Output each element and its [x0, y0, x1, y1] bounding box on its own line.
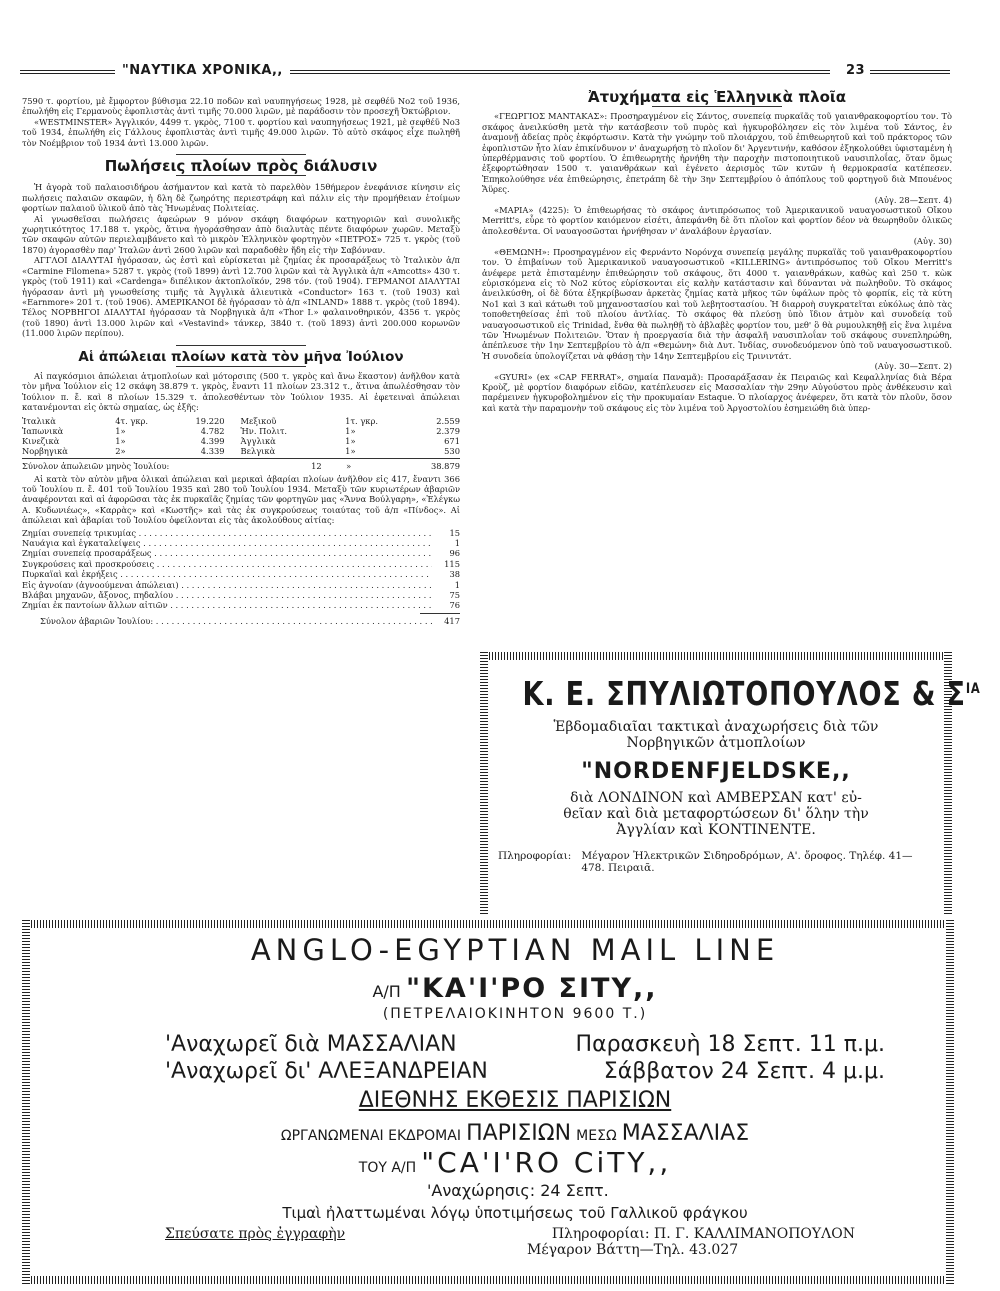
ad2-dep2-date: Σάββατον 24 Σεπτ. 4 μ.μ. [603, 1059, 885, 1084]
ad-company-sup: ΙΑ [965, 681, 981, 697]
losses-cell-tons: 4.339 [200, 445, 225, 456]
cause-value: 15 [449, 527, 460, 538]
ad-company-name-text: Κ. Ε. ΣΠΥΛΙΩΤΟΠΟΥΛΟΣ & Σ [522, 674, 966, 713]
ad2-ship-name: "ΚΑ'Ι'ΡΟ ΣΙΤΥ,, [405, 973, 658, 1004]
accident-paragraph: «ΘΕΜΩΝΗ»: Προσηραγμένον εἰς Φερνάντο Νορόνχα συνεπείᾳ μεγάλης πυρκαϊᾶς τοῦ γαιανθρακοφορτίου τον. Ὁ ἐπιβαίνων τοῦ Ἀμερικανικοῦ ναυαγοσωστικοῦ «KILLERING» ἀντιπρόσωπος τοῦ Οἴκου Merritt's ἀνέφερε μετὰ ἐπισταμένην ἐπιθεώρησιν τοῦ σκάφους, ὅτι 4000 τ. γαιανθράκων, καθὼς καὶ 250 τ. κὼκ εὑρισκόμενα εἰς τὸ Νο2 κύτος εὑρίσκονται εἰς καλὴν κατάστασιν καὶ δύνανται νὰ πωληθοῦν. Τὸ σκάφος ἀνειλκύσθη, οἱ δὲ δύτα ἐξηκρίβωσαν ἀρκετὰς ζημίας κατὰ μῆκος τῶν ὑφάλων πρὸς τὸ φορπίκ, εἰς τὰ κύτη Νο1 καὶ 3 καὶ κάτωθι τοῦ μηχανοστασίου καὶ τοῦ λεβητοστασίου. Ἡ διαρροὴ συγκρατεῖται εὐκόλως ἀπὸ τὰς τοποθετηθείσας ἐπὶ τοῦ πλοίου ἀντλίας. Τὸ σκάφος θὰ πλεύσῃ ὑπὸ ἴδιον ἀτμὸν καὶ συνοδείᾳ τοῦ ναυαγοσωστικοῦ εἰς Trinidad, ἔνθα θὰ πωληθῇ τὸ ἀβλαβὲς φορτίον του, μεθ' ὃ θὰ ρυμουλκηθῇ εἰς ἕνα λιμένα τῶν Ἡνωμένων Πολιτειῶν. Ὅταν ἡ προεργασία διὰ τὴν ἀσφαλῆ ναυσιπλοΐαν τοῦ σκάφους συνεπληρώθη, ἀπέπλευσε τὴν 1ην Σεπτεμβρίου τὸ ἀ/π «Θεμώνη» διὰ Δυτ. Ἰνδίας, συνοδευόμενον ὑπὸ τοῦ ναυαγοσωστικοῦ. Ἡ συνοδεία ὑπολογίζεται νὰ φθάσῃ τὴν 14ην Σεπτεμβρίου εἰς Τρινιντάτ. [482, 246, 952, 361]
ad2-ship2 [125, 1146, 905, 1179]
losses-cell-unit: » [120, 425, 126, 436]
section-title-ship-sales: Πωλήσεις πλοίων πρὸς διάλυσιν [104, 157, 378, 176]
left-column [22, 96, 460, 626]
losses-cell-flag: Κινεζικὰ [22, 435, 60, 446]
cause-row [22, 580, 460, 590]
ad2-address: Μέγαρον Βάττη—Τηλ. 43.027 [527, 1242, 739, 1258]
ad2-ship-name2: "CA'I'RO CiTY,, [421, 1146, 672, 1179]
cause-row [22, 548, 460, 558]
accident-date: (Αὐγ. 30) [913, 236, 952, 247]
losses-total-row [22, 461, 460, 471]
cause-value: 76 [449, 600, 460, 611]
losses-cell-flag2: Ἡν. Πολιτ. [240, 425, 288, 436]
ad2-line-name: ANGLO-EGYPTIAN MAIL LINE [250, 933, 780, 967]
causes-total-row [22, 616, 460, 626]
losses-table-row [22, 426, 460, 436]
losses-cell-ships: 1 [115, 425, 121, 436]
causes-rule [420, 613, 460, 614]
right-column [482, 88, 952, 413]
ad-line-weekly: Ἑβδομαδιαῖαι τακτικαὶ ἀναχωρήσεις διὰ τῶν [553, 719, 879, 735]
cause-row [22, 600, 460, 610]
losses-cell-unit: τ. γκρ. [120, 415, 149, 426]
losses-cell-ships: 4 [115, 415, 121, 426]
causes-total-value: 417 [444, 615, 460, 626]
ad-info-text: Μέγαρον Ἠλεκτρικῶν Σιδηροδρόμων, Α'. ὄροφος. Τηλέφ. 41—478. Πειραιᾶ. [581, 850, 913, 874]
losses-cell-ships: 2 [115, 445, 121, 456]
causes-list [22, 528, 460, 611]
losses-cell-ships2: 1 [345, 435, 351, 446]
losses-cell-tons2: 2.379 [436, 425, 460, 436]
table-rule [22, 458, 460, 459]
cause-value: 96 [449, 548, 460, 559]
losses-cell-tons: 19.220 [195, 415, 225, 426]
cause-label: Βλάβαι μηχανῶν, ἄξονος, πηδαλίου . . . [22, 590, 432, 600]
ad2-expo: ΔΙΕΘΝΗΣ ΕΚΘΕΣΙΣ ΠΑΡΙΣΙΩΝ [358, 1088, 672, 1113]
losses-cell-flag2: Μεξικοῦ [240, 415, 277, 426]
cause-value: 115 [444, 558, 460, 569]
losses-by-flag-table [22, 416, 460, 456]
losses-cell-unit2: τ. γκρ. [350, 415, 378, 426]
losses-cell-ships2: 1 [345, 445, 351, 456]
ad2-dep2-route: 'Αναχωρεῖ δι' ΑΛΕΞΑΝΔΡΕΙΑΝ [165, 1059, 488, 1084]
intro-paragraph-1: 7590 τ. φορτίου, μὲ ἔμφορτον βύθισμα 22.10 ποδῶν καὶ ναυπηγήσεως 1928, μὲ σεφθέϋ Νο2 τοῦ 1936, ἐπωλήθη εἰς Γερμανοὺς ἐφοπλιστὰς ἀντὶ τιμῆς 70.000 λιρῶν, μὲ παράδοσιν τὸν προσεχῆ Ὀκτώβριον. [22, 96, 460, 117]
ad2-border-left [22, 920, 30, 1284]
losses-cell-ships2: 1 [345, 425, 351, 436]
ad-line-london: διὰ ΛΟΝΔΙΝΟΝ καὶ ΑΜΒΕΡΣΑΝ κατ' εὐ- [570, 790, 862, 806]
sales-paragraph-3: ΑΓΓΛΟΙ ΔΙΑΛΥΤΑΙ ἠγόρασαν, ὡς ἐστὶ καὶ εὑρίσκεται μὲ ζημίας ἐκ προσαράξεως τὸ Ἰταλικὸν ἀ/π «Carmine Filomena» 5287 τ. γκρὸς (τοῦ 1899) ἀντὶ 12.700 λιρῶν καὶ τὰ Ἀγγλικὰ ἀ/π «Amcotts» 430 τ. γκρὸς (τοῦ 1911) καὶ «Cardenga» διπέλικον ἀκτοπλοϊκόν, 298 τόν. (τοῦ 1904). ΓΕΡΜΑΝΟΙ ΔΙΑΛΥΤΑΙ ἠγόρασαν ἀντὶ μὴ γνωσθείσης τιμῆς τὰ Ἀγγλικὰ ἁλιευτικὰ «Conductor» 163 τ. (τοῦ 1903) καὶ «Earnmore» 201 τ. (τοῦ 1906). ΑΜΕΡΙΚΑΝΟΙ δὲ ἠγόρασαν τὸ ἀ/π «INLAND» 1888 τ. γκρὸς (τοῦ 1894). Τέλος ΝΟΡΒΗΓΟΙ ΔΙΑΛΥΤΑΙ ἠγόρασαν τὰ Νορβηγικὰ ἀ/π «Thor I.» φαλαινοθηρικόν, 4356 τ. γκρὸς (τοῦ 1890) ἀντὶ 13.000 λιρῶν καὶ «Vestavind» τάνκερ, 3840 τ. (τοῦ 1893) ἀντὶ 200.000 κορωνῶν (11.000 λιρῶν περίπου). [22, 255, 460, 339]
losses-table-row [22, 436, 460, 446]
ad2-excursions-c: ΜΕΣΩ [576, 1128, 617, 1144]
losses-cell-unit2: » [350, 425, 356, 436]
losses-cell-unit: » [120, 435, 126, 446]
ad2-departure-label: 'Αναχώρησις: 24 Σεπτ. [427, 1181, 609, 1200]
ad2-excursions-a: ΩΡΓΑΝΩΜΕΝΑΙ ΕΚΔΡΟΜΑΙ [280, 1128, 461, 1144]
section-title-july-losses: Αἱ ἀπώλειαι πλοίων κατὰ τὸν μῆνα Ἰούλιον [78, 348, 404, 365]
losses-paragraph: Αἱ κατὰ τὸν αὐτὸν μῆνα ὁλικαὶ ἀπώλειαι καὶ μερικαὶ ἀβαρίαι πλοίων ἀνῆλθον εἰς 417, ἔναντι 366 τοῦ Ἰουλίου π. ἔ. 401 τοῦ Ἰουλίου 1935 καὶ 280 τοῦ Ἰουλίου 1934. Μεταξὺ τῶν κυριωτέρων ἀβαριῶν ἀναφέρονται καὶ αἱ ἀφορῶσαι τὰς ἐκ πυρκαϊᾶς ζημίας τῶν φορτηγῶν μας «Ἄννα Βούλγαρη», «Ἐλέγκω Α. Κυδωνιέως», «Καρρὰς» καὶ «Κωστῆς» καὶ τὰς ἐκ συγκρούσεως τοιαύτας τοῦ ἀ/π «Πίνδος». Αἱ ἀπώλειαι καὶ ἀβαρίαι τοῦ Ἰουλίου ὀφείλονται εἰς τὰς ἀκολούθους αἰτίας: [22, 473, 460, 526]
ad2-dep1-date: Παρασκευὴ 18 Σεπτ. 11 π.μ. [575, 1032, 885, 1057]
page-number: 23 [846, 63, 866, 78]
ad-line-england: Ἀγγλίαν καὶ ΚΟΝΤΙΝΕΝΤΕ. [616, 822, 816, 838]
ad2-hurry: Σπεύσατε πρὸς ἐγγραφὴν [165, 1226, 346, 1242]
accident-date: (Αὐγ. 30—Σεπτ. 2) [874, 361, 952, 372]
causes-total-label: Σύνολον ἀβαριῶν Ἰουλίου: . . . [40, 616, 432, 626]
cause-value: 1 [454, 538, 460, 548]
ad-anglo-egyptian [125, 921, 905, 1281]
cause-row [22, 559, 460, 569]
ad2-ship [125, 973, 905, 1004]
losses-cell-flag2: Βελγικὰ [240, 445, 276, 456]
accident-paragraph: «ΓΕΩΡΓΙΟΣ ΜΑΝΤΑΚΑΣ»: Προσηραγμένον εἰς Σάντος, συνεπείᾳ πυρκαϊᾶς τοῦ γαιανθρακοφορτίου τον. Τὸ σκάφος ἀνειλκύσθη μετὰ τὴν κατάσβεσιν τοῦ πυρὸς καὶ ἠγκυροβόλησεν εἰς τὸν λιμένα τοῦ Σάντος, ἐν ἀναμονῇ ἀδείας πρὸς ἐκφόρτωσιν. Κατὰ τὴν γνώμην τοῦ πλοιάρχου, τοῦ ἐπιθεωρητοῦ καὶ τοῦ πράκτορος τῶν ἐφοπλιστῶν ἦτο λίαν ἐπικίνδυνον ν' ἀναχωρήσῃ τὸ πλοῖον δι' Ἀργεντινήν, καθόσον ἐξηκολούθει ὑφισταμένη ἡ ὑπερθέρμανσις τοῦ φορτίου. Ὁ ἐπιθεωρητὴς ἠρνήθη τὴν παροχὴν πιστοποιητικοῦ ναυσιπλοΐας, ὅταν ὅμως ἐξεφορτώθησαν 1500 τ. γαιανθράκων καὶ ἐγένετο ἀερισμὸς τῶν κυτῶν ἡ θερμοκρασία κατέπεσεν. Ἐπηκολούθησε νέα ἐπιθεώρησις, ἐπετράπη δὲ τὴν 3ην Σεπτεμβρίου ὁ ἀπόπλους τοῦ φορτηγοῦ διὰ Μπουένος Ἄϋρες. [482, 111, 952, 195]
ad2-excursions-b: ΠΑΡΙΣΙΩΝ [466, 1121, 572, 1146]
ad-spyliotopoulos [480, 656, 981, 911]
losses-cell-flag: Ἰταλικὰ [22, 415, 56, 426]
ad2-border-right [946, 920, 954, 1284]
accident-paragraph: «ΜΑΡΙΑ» (4225): Ὁ ἐπιθεωρήσας τὸ σκάφος ἀντιπρόσωπος τοῦ Ἀμερικανικοῦ ναυαγοσωστικοῦ Οἴκου Merritt's, εὗρε τὸ φορτίον καιόμενον εἰσέτι, ἀπεφάνθη δὲ ὅτι πλοῖον καὶ φορτίον δέον νὰ θεωρηθοῦν ὁλικῶς ἀπολεσθέντα. Οἱ ναυαγοσῶσται ἠρνήθησαν ν' ἀναλάβουν ἐργασίαν. [482, 205, 952, 236]
ad2-ship-note: (ΠΕΤΡΕΛΑΙΟΚΙΝΗΤΟΝ 9600 Τ.) [382, 1006, 648, 1022]
losses-cell-unit2: » [350, 445, 356, 456]
section-divider [176, 154, 306, 155]
losses-cell-ships2: 1 [345, 415, 351, 426]
ad-brand-nordenfjeldske: "NORDENFJELDSKE,, [581, 759, 851, 784]
losses-total-label: Σύνολον ἀπωλειῶν μηνὸς Ἰουλίου: [22, 460, 170, 471]
header-rule-end [870, 70, 950, 74]
ad-line-transship: θεῖαν καὶ διὰ μεταφορτώσεων δι' ὅλην τὴν [563, 806, 869, 822]
losses-cell-tons2: 671 [444, 435, 460, 446]
header-rule-right [290, 70, 830, 74]
losses-table-row [22, 446, 460, 456]
ad2-departure-marseille [165, 1032, 885, 1057]
losses-cell-flag: Ἰαπωνικὰ [22, 425, 64, 436]
losses-cell-tons: 4.399 [200, 435, 225, 446]
losses-cell-unit: » [120, 445, 126, 456]
losses-cell-flag2: Ἀγγλικὰ [240, 435, 276, 446]
cause-row [22, 528, 460, 538]
losses-total-ships: 12 [311, 460, 322, 471]
section-divider [176, 175, 306, 176]
section-divider [176, 366, 306, 367]
cause-value: 38 [449, 569, 460, 580]
cause-label: Ζημίαι ἐκ παντοίων ἄλλων αἰτιῶν . . . [22, 600, 432, 610]
header-rule-left [20, 70, 115, 74]
losses-cell-unit2: » [350, 435, 356, 446]
intro-paragraph-2: «WESTMINSTER» Ἀγγλικόν, 4499 τ. γκρὸς, 7100 τ. φορτίου καὶ ναυπηγήσεως 1921, μὲ σεφθέϋ Νο3 τοῦ 1934, ἐπωλήθη εἰς Γάλλους ἐφοπλιστὰς ἀντὶ τιμῆς 49.000 λιρῶν. Τὸ αὐτὸ σκάφος εἶχε πωληθῆ τὸν Νοέμβριον τοῦ 1934 ἀντὶ 13.000 λιρῶν. [22, 116, 460, 148]
journal-title: "ΝΑΥΤΙΚΑ ΧΡΟΝΙΚΑ,, [122, 63, 283, 78]
losses-cell-ships: 1 [115, 435, 121, 446]
cause-label: Συγκρούσεις καὶ προσκρούσεις . . . [22, 559, 432, 569]
ad2-departure-alexandria [165, 1059, 885, 1084]
losses-total-tons: 38.879 [430, 460, 460, 471]
ad2-excursions-d: ΜΑΣΣΑΛΙΑΣ [621, 1121, 750, 1146]
sales-paragraph-2: Αἱ γνωσθεῖσαι πωλήσεις ἀφεώρων 9 μόνον σκάφη διαφόρων κατηγοριῶν καὶ συνολικῆς χωρητικότητος 17.188 τ. γκρὸς, ἅτινα ἠγοράσθησαν ἀπὸ διαλυτὰς πέντε διαφόρων χωρῶν. Μεταξὺ τῶν σκαφῶν αὐτῶν περιελαμβάνετο καὶ τὸ μικρὸν Ἑλληνικὸν φορτηγὸν «ΠΕΤΡΟΣ» 725 τ. γκρὸς (τοῦ 1870) ἀγορασθὲν παρ' Ἰταλῶν ἀντὶ 2600 λιρῶν καὶ παραδοθὲν ἤδη εἰς τὴν Σαβόνναν. [22, 213, 460, 255]
cause-label: Εἰς ἀγνοίαν (ἀγνοούμεναι ἀπώλειαι) . . . [22, 580, 432, 590]
cause-label: Ζημίαι συνεπείᾳ τρικυμίας . . . [22, 528, 432, 538]
cause-value: 75 [449, 590, 460, 601]
sales-paragraph-1: Ἡ ἀγορὰ τοῦ παλαιοσιδήρου ἀσήμαντον καὶ κατὰ τὸ παρελθὸν 15θήμερον ἐνεφάνισε κίνησιν εἰς πωλήσεις παλαιῶν σκαφῶν, ἡ δλη δὲ ζωηρότης περιεστράφη καὶ πάλιν εἰς τὴν προμήθειαν ἑτοίμων φορτίων παλαιοῦ ὑλικοῦ ἀπὸ τὰς Ἡνωμένας Πολιτείας. [22, 182, 460, 214]
ad2-excursions-e: ΤΟΥ Α/Π [358, 1160, 417, 1176]
losses-cell-tons2: 2.559 [436, 415, 460, 426]
ad2-prices: Τιμαὶ ἠλαττωμέναι λόγῳ ὑποτιμήσεως τοῦ Γαλλικοῦ φράγκου [282, 1204, 748, 1222]
losses-cell-tons2: 530 [444, 445, 460, 456]
accident-date: (Αὐγ. 28—Σεπτ. 4) [874, 194, 952, 205]
ad-info-label: Πληροφορίαι: [498, 850, 572, 862]
ad2-info: Πληροφορίαι: Π. Γ. ΚΑΛΛΙΜΑΝΟΠΟΥΛΟΝ [551, 1226, 855, 1242]
section-divider [176, 345, 306, 346]
ad-line-norwegian: Νορβηγικῶν ἀτμοπλοίων [626, 735, 806, 751]
losses-cell-flag: Νορβηγικὰ [22, 445, 68, 456]
cause-row [22, 538, 460, 548]
ad2-excursions [125, 1121, 905, 1146]
cause-row [22, 590, 460, 600]
losses-total-unit: » [346, 460, 352, 471]
section-divider [652, 106, 782, 107]
cause-value: 1 [454, 579, 460, 590]
cause-label: Ναυάγια καὶ ἐγκαταλείψεις . . . [22, 538, 432, 548]
ad2-dep1-route: 'Αναχωρεῖ διὰ ΜΑΣΣΑΛΙΑΝ [165, 1032, 457, 1057]
losses-intro: Αἱ παγκόσμιοι ἀπώλειαι ἀτμοπλοίων καὶ μότορσιπς (500 τ. γκρὸς καὶ ἄνω ἕκαστον) ἀνῆλθον κατὰ τὸν μῆνα Ἰούλιον εἰς 12 σκάφη 38.879 τ. γκρὸς, ἔναντι 11 πλοίων 23.312 τ., ἅτινα ἀπωλέσθησαν τὸν Ἰούλιον π. ἔ. καὶ 8 πλοίων 15.329 τ. ἀπολεσθέντων τὸν Ἰούλιον 1935. Αἱ ἐφετειναὶ ἀπώλειαι κατανέμονται εἰς ὀκτὼ σημαίας, ὡς ἑξῆς: [22, 370, 460, 413]
ad2-ship-prefix: Α/Π [372, 982, 401, 1001]
cause-label: Ζημίαι συνεπείᾳ προσαράξεως . . . [22, 548, 432, 558]
losses-cell-tons: 4.782 [200, 425, 225, 436]
cause-row [22, 569, 460, 579]
ad-info [498, 850, 930, 874]
section-title-accidents: Ἀτυχήματα εἰς Ἑλληνικὰ πλοῖα [587, 88, 847, 106]
cause-label: Πυρκαϊαὶ καὶ ἐκρήξεις . . . [22, 569, 432, 579]
accident-paragraph: «GYURI» (ex «CAP FERRAT», σημαία Παναμᾶ): Προσαράξασαν ἐκ Πειραιῶς καὶ Κεφαλληνίας διὰ Βέρα Κροὺζ, μὲ φορτίον διαφόρων εἰδῶν, κατέπλευσεν εἰς Μασσαλίαν τὴν 29ην Αὐγούστου πρὸς ἀνθέκευσιν καὶ παρέμεινεν ἠγκυροβολημένον εἰς τὴν προκυμαίαν Estaque. Ὁ πλοίαρχος ἀνέφερεν, ὅτι κατὰ τὸν πλοῦν, ὅσον καὶ κατὰ τὴν παραμονὴν τοῦ σκάφους εἰς τὸν λιμένα τοῦ Ἀργοστολίου ἐσημειώθη διὰ ὑπερ- [482, 371, 952, 413]
losses-table-row [22, 416, 460, 426]
ad2-footer [165, 1226, 855, 1242]
